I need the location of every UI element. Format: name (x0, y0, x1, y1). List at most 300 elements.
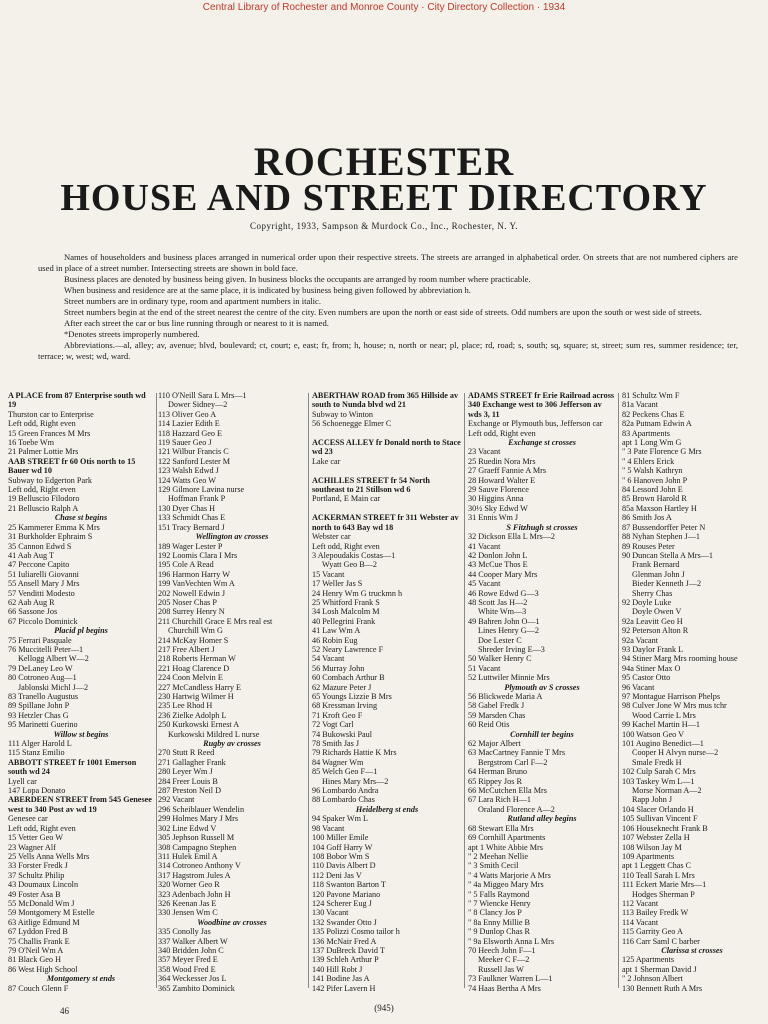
listing-entry: 60 Combach Arthur B (312, 673, 385, 683)
listing-entry: 235 Lee Rhod H (158, 701, 213, 711)
listing-entry: 111 Eckert Marie Mrs—1 (622, 880, 707, 890)
listing-entry: 43 Doumaux Lincoln (8, 880, 79, 890)
listing-column-1 (8, 391, 154, 991)
listing-entry: 80 Cotroneo Aug—1 (8, 673, 77, 683)
listing-entry: 130 Vacant (312, 908, 349, 918)
listing-entry: 33 Forster Fredk J (8, 861, 68, 871)
listing-entry: 337 Walker Albert W (158, 936, 228, 946)
listing-entry: 119 Sauer Geo J (158, 438, 212, 448)
listing-entry: 113 Bailey Fredk W (622, 908, 689, 918)
listing-entry: 192 Loomis Clara I Mrs (158, 550, 238, 560)
listing-entry: 17 Weller Jas S (312, 579, 363, 589)
listing-entry: Glenman John J (632, 569, 685, 579)
listing-entry: Webster car (312, 532, 351, 542)
listing-entry: 35 Cannon Edwd S (8, 541, 72, 551)
listing-column-4 (468, 391, 616, 991)
listing-entry: 189 Wager Lester P (158, 541, 223, 551)
listing-entry: 69 Cornhill Apartments (468, 833, 546, 843)
listing-entry: 56 Schoenegge Elmer C (312, 419, 392, 429)
listing-entry: Left odd, Right even (312, 541, 380, 551)
listing-entry: Bergstrom Carl F—2 (478, 757, 548, 767)
listing-entry: 51 Vacant (468, 663, 501, 673)
listing-entry: 124 Scherer Eug J (312, 898, 372, 908)
listing-entry: 111 Alger Harold L (8, 739, 72, 749)
listing-entry: 214 McKay Homer S (158, 635, 229, 645)
listing-entry: 112 Deni Jas V (312, 870, 362, 880)
listing-entry: Frank Bernard (632, 560, 680, 570)
listing-entry: 82a Putnam Edwin A (622, 419, 692, 429)
listing-entry: 98 Culver Jone W Mrs mus tchr (622, 701, 727, 711)
listing-entry: 224 Coon Melvin E (158, 673, 223, 683)
listing-entry: " 2 Meehan Nellie (468, 851, 528, 861)
intro-paragraph: *Denotes streets improperly numbered. (64, 329, 200, 339)
listing-entry: 340 Bridden John C (158, 945, 224, 955)
listing-entry: 96 Vacant (622, 682, 655, 692)
street-heading: ACKERMAN STREET fr 311 Webster av north to 643 Bay wd 18 (312, 513, 459, 532)
listing-entry: 365 Zambito Dominick (158, 983, 235, 991)
listing-entry: 103 Taskey Wm L—1 (622, 776, 695, 786)
listing-entry: Lake car (312, 456, 341, 466)
listing-entry: 102 Culp Sarah C Mrs (622, 767, 696, 777)
listing-column-5 (622, 391, 762, 991)
listing-entry: 217 Free Albert J (158, 644, 215, 654)
cross-street-note: Chase st begins (54, 513, 108, 523)
listing-entry: 99 Kachel Martin H—1 (622, 720, 700, 730)
listing-entry: 199 VanVechten Wm A (158, 579, 235, 589)
listing-entry: 302 Line Edwd V (158, 823, 217, 833)
listing-entry: 76 Muccitelli Peter—1 (8, 644, 84, 654)
listing-entry: 41 Vacant (468, 541, 501, 551)
cross-street-note: Plymouth av S crosses (504, 682, 580, 692)
listing-entry: 64 Herman Bruno (468, 767, 528, 777)
listing-entry: 83 Apartments (622, 428, 670, 438)
intro-paragraph: Business places are denoted by business being given. In business blocks the occupants are arranged by room number where practicable. (64, 274, 531, 284)
cross-street-note: Willow st begins (53, 729, 109, 739)
listing-entry: 296 Scheiblauer Wendelin (158, 804, 245, 814)
copyright-line: Copyright, 1933, Sampson & Murdock Co., Inc., Rochester, N. Y. (249, 221, 519, 231)
listing-entry: 42 Donlon John L (468, 550, 528, 560)
listing-entry: 68 Stewart Ella Mrs (468, 823, 534, 833)
listing-entry: " 4 Watts Marjorie A Mrs (468, 870, 551, 880)
column-divider (156, 393, 157, 988)
listing-entry: 85 Brown Harold R (622, 494, 687, 504)
street-heading: ACHILLES STREET fr 54 North southeast to 21 Stillson wd 6 (312, 475, 430, 495)
listing-entry: 118 Hazzard Geo E (158, 428, 223, 438)
directory-title-city: ROCHESTER (253, 139, 515, 184)
listing-entry: Left odd, Right even (8, 485, 76, 495)
listing-entry: 100 Miller Emile (312, 833, 369, 843)
listing-entry: 41 Aab Aug T (8, 550, 55, 560)
listing-entry: 75 Ferrari Pasquale (8, 635, 72, 645)
listing-entry: 88 Nyhan Stephen J—1 (622, 532, 701, 542)
listing-entry: 62 Mazure Peter J (312, 682, 372, 692)
listing-entry: 47 Peccone Capito (8, 560, 70, 570)
listing-entry: 66 McCutchen Ella Mrs (468, 786, 547, 796)
listing-entry: 94 Stiner Marg Mrs rooming house (622, 654, 738, 664)
listing-entry: 23 Vacant (468, 447, 501, 457)
listing-entry: 74 Bukowski Paul (312, 729, 373, 739)
listing-entry (312, 504, 462, 513)
listing-entry: 133 Schmidt Chas E (158, 513, 226, 523)
page-number-left: 46 (60, 1006, 69, 1016)
cross-street-note: Exchange st crosses (508, 438, 576, 448)
listing-entry: 92 Doyle Luke (622, 597, 672, 607)
listing-entry: 107 Webster Zella H (622, 833, 690, 843)
listing-entry: 97 Montague Harrison Phelps (622, 692, 721, 701)
listing-entry: 25 Whitford Frank S (312, 597, 380, 607)
listing-entry: 88 Lombardo Chas (312, 795, 375, 805)
cross-street-note: Woodbine av crosses (197, 917, 267, 927)
listing-entry: 56 Blickwede Maria A (468, 692, 543, 701)
page-number-center: (945) (374, 1003, 394, 1013)
listing-entry: Hoffman Frank P (168, 494, 226, 504)
listing-column-3 (312, 391, 462, 991)
listing-entry: 25 Kammerer Emma K Mrs (8, 522, 100, 532)
listing-entry: 292 Vacant (158, 795, 195, 805)
listing-entry: 63 MacCartney Fannie T Mrs (468, 748, 566, 758)
collection-banner: Central Library of Rochester and Monroe County · City Directory Collection · 1934 (202, 2, 566, 13)
listing-entry: 54 Vacant (312, 654, 345, 664)
listing-entry: 68 Kressman Irving (312, 701, 378, 711)
listing-entry: " 7 Wiencke Henry (468, 898, 531, 908)
listing-entry: 58 Gabel Fredk J (468, 701, 525, 711)
listing-entry: 104 Slacer Orlando H (622, 804, 694, 814)
listing-entry: " 9a Elsworth Anna L Mrs (468, 936, 555, 946)
intro-paragraph: Street numbers begin at the end of the street nearest the centre of the city. Even numbers are upon the north or east side of streets. Odd numbers are upon the south or west side of streets. (64, 307, 702, 317)
listing-entry: Sherry Chas (632, 588, 673, 598)
listing-entry: 32 Dickson Ella L Mrs—2 (468, 532, 556, 542)
listing-entry: 120 Pavone Mariano (312, 889, 381, 899)
listing-entry: 135 Polizzi Cosmo tailor h (312, 927, 400, 937)
listing-entry: 101 Augino Benedict—1 (622, 739, 704, 749)
listing-entry: Jablonski Michl J—2 (18, 682, 89, 692)
listing-entry: 208 Surrey Henry N (158, 607, 225, 617)
listing-entry: 271 Gallagher Frank (158, 757, 226, 767)
listing-entry: Hodges Sherman P (632, 889, 695, 899)
listing-entry: Oraland Florence A—2 (478, 804, 555, 814)
listing-entry: 330 Jensen Wm C (158, 908, 218, 918)
cross-street-note: Rugby av crosses (203, 739, 261, 749)
listing-entry: 67 Piccolo Dominick (8, 616, 78, 626)
listing-entry: 49 Foster Asa B (8, 889, 61, 899)
listing-entry: 79 DeLaney Leo W (8, 663, 73, 673)
listing-entry: Meeker C F—2 (478, 955, 530, 965)
listing-entry: 52 Luttwiler Minnie Mrs (468, 673, 550, 683)
street-heading: ABBOTT STREET fr 1001 Emerson south wd 24 (8, 757, 137, 777)
listing-entry: 358 Wood Fred E (158, 964, 216, 974)
listing-entry: 29 Sauve Florence (468, 485, 529, 495)
listing-entry: 67 Lyddon Fred B (8, 927, 68, 937)
intro-paragraph: Abbreviations.—al, alley; av, avenue; blvd, boulevard; ct, court; e, east; fr, from; h, house; n, north or near; pl, place; rd, road; s, south; sq, square; st, street; sum res, summer residence; ter, terrace; w, west; wd, ward. (38, 340, 738, 361)
listing-entry: Thurston car to Enterprise (8, 409, 94, 419)
column-divider (464, 393, 465, 988)
listing-entry: 236 Zielke Adolph L (158, 710, 227, 720)
listing-entry: 196 Harmon Harry W (158, 569, 230, 579)
listing-entry: 85 Welch Geo F—1 (312, 767, 378, 777)
listing-entry: Hines Mary Mrs—2 (322, 776, 389, 786)
listing-entry: 137 DuBreck David T (312, 945, 385, 955)
listing-entry: 21 Palmer Lottie Mrs (8, 447, 79, 457)
listing-entry: 71 Kroft Geo F (312, 710, 363, 720)
listing-entry: 73 Faulkner Warren L—1 (468, 974, 553, 984)
listing-entry: " 5 Walsh Kathryn (622, 466, 683, 476)
listing-entry: 40 Pellegrini Frank (312, 616, 376, 626)
cross-street-note: Heidelberg st ends (355, 804, 419, 814)
listing-entry: 141 Bodine Jas A (312, 974, 370, 984)
listing-entry: 147 Lopa Donato (8, 786, 66, 796)
listing-entry: Kurkowski Mildred L nurse (168, 729, 260, 739)
listing-entry: 311 Hulek Emil A (158, 851, 218, 861)
listing-entry: 299 Holmes Mary J Mrs (158, 814, 239, 824)
cross-street-note: Wellington av crosses (195, 532, 269, 542)
cross-street-note: Placid pl begins (54, 626, 108, 636)
listing-entry: Smale Fredk H (632, 757, 682, 767)
listing-entry: 49 Bahren John O—1 (468, 616, 540, 626)
listing-entry: 116 Carr Saml C barber (622, 936, 700, 946)
listing-entry: 130 Bennett Ruth A Mrs (622, 983, 703, 991)
street-heading: AAB STREET fr 60 Otis north to 15 Bauer wd 10 (8, 456, 136, 476)
listing-entry: 74 Haas Bertha A Mrs (468, 983, 541, 991)
listing-entry: 83 Tranello Augustus (8, 692, 79, 701)
listing-entry: 105 Sullivan Vincent F (622, 814, 698, 824)
listing-entry: Left odd, Right even (8, 419, 76, 429)
street-heading: A PLACE from 87 Enterprise south wd 19 (8, 391, 146, 410)
street-heading: ACCESS ALLEY fr Donald north to Stace wd 23 (312, 438, 461, 457)
listing-entry: 62 Major Albert (468, 739, 521, 749)
listing-entry: apt 1 Leggett Chas C (622, 861, 692, 871)
listing-entry: 60 Reid Otis (468, 720, 510, 730)
listing-entry: 124 Watts Geo W (158, 475, 216, 485)
listing-entry: 55 McDonald Wm J (8, 898, 75, 908)
intro-paragraph: Street numbers are in ordinary type, room and apartment numbers in italic. (64, 296, 322, 306)
listing-entry: Doe Lester C (478, 635, 522, 645)
listing-entry: 114 Vacant (622, 917, 659, 927)
listing-entry: 104 Goff Harry W (312, 842, 373, 852)
listing-entry: Cooper H Alvyn nurse—2 (632, 748, 719, 758)
listing-entry: 357 Meyer Fred E (158, 955, 218, 965)
listing-entry: 3 Alepoudakis Costas—1 (312, 550, 396, 560)
listing-entry: 30 Higgins Anna (468, 494, 524, 504)
listing-entry: Bieder Kenneth J—2 (632, 579, 702, 589)
listing-entry: " 8 Clancy Jos P (468, 908, 522, 918)
listing-entry: " 3 Pate Florence G Mrs (622, 447, 702, 457)
listing-entry: 92 Peterson Alton R (622, 626, 689, 636)
listing-entry: 94a Stiner Max O (622, 663, 681, 673)
listing-entry: 25 Vells Anna Wells Mrs (8, 851, 90, 861)
listing-entry: Wood Carrie L Mrs (632, 710, 696, 720)
listing-entry: Morse Norman A—2 (632, 786, 702, 796)
listing-entry: 30½ Sky Edwd W (468, 503, 528, 513)
listing-entry: 19 Belluscio Filodoro (8, 494, 80, 504)
intro-paragraph: When business and residence are at the same place, it is indicated by business being given followed by abbreviation h. (64, 285, 471, 295)
listing-entry: 202 Nowell Edwin J (158, 588, 226, 598)
listing-entry: 110 O'Neill Sara L Mrs—1 (158, 391, 247, 400)
listing-entry: 16 Toebe Wm (8, 438, 54, 448)
listing-entry: Churchill Wm G (168, 626, 223, 636)
listing-entry: 37 Schultz Philip (8, 870, 65, 880)
listing-entry: 81 Black Geo H (8, 955, 61, 965)
listing-entry: 250 Kurkowski Ernest A (158, 720, 240, 730)
listing-entry: 84 Lessord John E (622, 485, 683, 495)
listing-entry: Shreder Irving E—3 (478, 644, 545, 654)
listing-entry: White Wm—3 (478, 607, 527, 617)
listing-entry: 25 Ruedin Nora Mrs (468, 456, 536, 466)
listing-entry: 31 Burkholder Ephraim S (8, 532, 93, 542)
listing-entry: 323 Adenbach John H (158, 889, 231, 899)
listing-entry: 287 Preston Neil D (158, 786, 221, 796)
listing-entry: 51 Iuliarelli Giovanni (8, 569, 79, 579)
listing-entry: 364 Weckesser Jos L (158, 974, 227, 984)
listing-entry: 94 Spaker Wm L (312, 814, 369, 824)
listing-entry: 79 Richards Hattie K Mrs (312, 748, 397, 758)
listing-entry: 89 Rouses Peter (622, 541, 675, 551)
listing-entry: 317 Hagstrom Jules A (158, 870, 231, 880)
listing-entry: 86 Smith Jos A (622, 513, 672, 523)
listing-entry: 100 Watson Geo V (622, 729, 685, 739)
listing-entry: 95 Marinetti Guerino (8, 720, 78, 730)
listing-entry: Exchange or Plymouth bus, Jefferson car (468, 419, 603, 429)
listing-entry: 43 McCue Thos E (468, 560, 528, 570)
listing-entry: 130 Dyer Chas H (158, 503, 216, 513)
listing-entry: Wyatt Geo B—2 (322, 560, 377, 570)
listing-entry: 108 Bobor Wm S (312, 851, 370, 861)
listing-entry: 24 Henry Wm G truckmn h (312, 588, 403, 598)
listing-entry: Subway to Winton (312, 409, 373, 419)
listing-entry: 205 Noser Chas P (158, 597, 217, 607)
listing-entry: 136 McNair Fred A (312, 936, 377, 946)
listing-entry: Dower Sidney—2 (168, 400, 228, 410)
listing-entry: 31 Ennis Wm J (468, 513, 519, 523)
listing-entry: 15 Vetter Geo W (8, 833, 63, 843)
listing-entry: 121 Wilbur Francis C (158, 447, 229, 457)
listing-entry: 48 Scott Jas H—2 (468, 597, 528, 607)
cross-street-note: S Fitzhugh st crosses (506, 522, 578, 532)
listing-entry: 320 Worner Geo R (158, 880, 220, 890)
listing-entry: 151 Tracy Bernard J (158, 522, 225, 532)
listing-entry: 87 Bussendorffer Peter N (622, 522, 706, 532)
listing-entry: 50 Walker Henry C (468, 654, 532, 664)
listing-entry: " 6 Hanoven John P (622, 475, 688, 485)
listing-entry: 66 Sassone Jos (8, 607, 58, 617)
listing-entry: 15 Green Frances M Mrs (8, 428, 91, 438)
listing-entry: 308 Campagno Stephen (158, 842, 237, 852)
listing-column-2 (158, 391, 306, 991)
listing-entry: 85a Maxson Hartley H (622, 503, 697, 513)
listing-entry: 118 Swanton Barton T (312, 880, 386, 890)
listing-entry: 57 Venditti Modesto (8, 588, 75, 598)
listing-entry: 84 Wagner Wm (312, 757, 364, 767)
listing-entry: 46 Rowe Edwd G—3 (468, 588, 539, 598)
directory-title-main: HOUSE AND STREET DIRECTORY (60, 177, 708, 219)
listing-entry: 142 Pifer Lavern H (312, 983, 376, 991)
listing-entry: 109 Apartments (622, 851, 675, 861)
listing-entry: " 9 Dunlop Chas R (468, 927, 531, 937)
listing-entry: Kellogg Albert W—2 (18, 654, 89, 664)
cross-street-note: Rutland alley begins (507, 814, 577, 824)
listing-entry: 132 Swander Otto J (312, 917, 377, 927)
listing-entry: 52 Neary Lawrence F (312, 644, 384, 654)
listing-entry: 92a Leavitt Geo H (622, 616, 683, 626)
listing-entry: 280 Leyer Wm J (158, 767, 213, 777)
listing-entry: 305 Jephson Russell M (158, 833, 235, 843)
listing-entry: Left odd, Right even (468, 428, 536, 438)
listing-entry: 87 Couch Glenn F (8, 983, 69, 991)
listing-entry: 129 Gilmore Lavina nurse (158, 485, 245, 495)
listing-entry: apt 1 White Abbie Mrs (468, 842, 543, 852)
listing-entry: apt 1 Long Wm G (622, 438, 682, 448)
listing-entry: " 2 Johnson Albert (622, 974, 683, 984)
cross-street-note: Clarissa st crosses (661, 945, 723, 955)
listing-entry: 95 Castor Otto (622, 673, 671, 683)
listing-entry: Rapp John J (632, 795, 673, 805)
listing-entry: 218 Roberts Herman W (158, 654, 236, 664)
listing-entry: 114 Lazier Edith E (158, 419, 220, 429)
cross-street-note: Cornhill ter begins (510, 729, 574, 739)
listing-entry: 230 Hartwig Wilmer H (158, 692, 234, 701)
column-divider (308, 393, 309, 988)
listing-entry: 75 Challis Frank E (8, 936, 70, 946)
listing-entry: 78 Smith Jas J (312, 739, 360, 749)
listing-entry: " 8a Enny Millie B (468, 917, 531, 927)
listing-entry (312, 466, 462, 475)
listing-entry: 90 Duncan Stella A Mrs—1 (622, 550, 713, 560)
listing-entry: 34 Losh Malcolm M (312, 607, 380, 617)
listing-entry: Portland, E Main car (312, 494, 381, 504)
listing-entry: 93 Hetzler Chas G (8, 710, 69, 720)
listing-entry: 195 Cole A Read (158, 560, 214, 570)
listing-entry: 65 Rippey Jos R (468, 776, 522, 786)
listing-entry: Lines Henry G—2 (478, 626, 539, 636)
listing-entry: 65 Youngs Lizzie B Mrs (312, 692, 392, 701)
listing-entry: 96 Lombardo Andra (312, 786, 379, 796)
listing-entry: 82 Peckens Chas E (622, 409, 685, 419)
listing-entry: Subway to Edgerton Park (8, 475, 92, 485)
listing-entry: 63 Aitlige Edmund M (8, 917, 80, 927)
listing-entry: 79 O'Neil Wm A (8, 945, 64, 955)
listing-entry: 122 Sanford Lester M (158, 456, 231, 466)
listing-entry: 62 Aab Aug R (8, 597, 55, 607)
street-heading: ABERTHAW ROAD from 365 Hillside av south to Nunda blvd wd 21 (312, 391, 459, 410)
listing-entry: 326 Keenan Jas E (158, 898, 217, 908)
listing-entry: 139 Schleh Arthur P (312, 955, 379, 965)
listing-entry: 81 Schultz Wm F (622, 391, 680, 400)
listing-entry: 270 Stutt R Reed (158, 748, 215, 758)
listing-entry: Lyell car (8, 776, 37, 786)
listing-entry: 45 Vacant (468, 579, 501, 589)
column-divider (618, 393, 619, 988)
listing-entry: 81a Vacant (622, 400, 658, 410)
listing-entry: Genesee car (8, 814, 48, 824)
cross-street-note: Montgomery st ends (46, 974, 116, 984)
listing-entry: 123 Walsh Edwd J (158, 466, 219, 476)
listing-entry: 284 Freer Louis B (158, 776, 218, 786)
listing-entry: 86 West High School (8, 964, 78, 974)
listing-entry: 92a Vacant (622, 635, 658, 645)
intro-paragraph: Names of householders and business places arranged in numerical order upon their respective streets. The streets are arranged in alphabetical order. On streets that are not numbered ciphers are used in place of a street number. Intersecting streets are shown in bold face. (38, 252, 738, 273)
listing-entry: 23 Wagner Alf (8, 842, 56, 852)
street-heading: ABERDEEN STREET from 545 Genesee west to 340 Post av wd 19 (8, 795, 152, 814)
listing-entry: 140 Hill Robt J (312, 964, 363, 974)
listing-entry: 314 Cotroneo Anthony V (158, 861, 241, 871)
listing-entry: 221 Hoag Clarence D (158, 663, 230, 673)
listing-entry: 115 Garrity Geo A (622, 927, 683, 937)
listing-entry: 55 Ansell Mary J Mrs (8, 579, 80, 589)
listing-entry: 115 Stanz Emilio (8, 748, 65, 758)
listing-entry: 89 Spillane John P (8, 701, 70, 711)
street-heading: ADAMS STREET fr Erie Railroad across 340 Exchange west to 306 Jefferson av wds 3, 11 (468, 391, 615, 419)
listing-entry: " 4a Miggeo Mary Mrs (468, 880, 544, 890)
listing-entry: 44 Cooper Mary Mrs (468, 569, 538, 579)
